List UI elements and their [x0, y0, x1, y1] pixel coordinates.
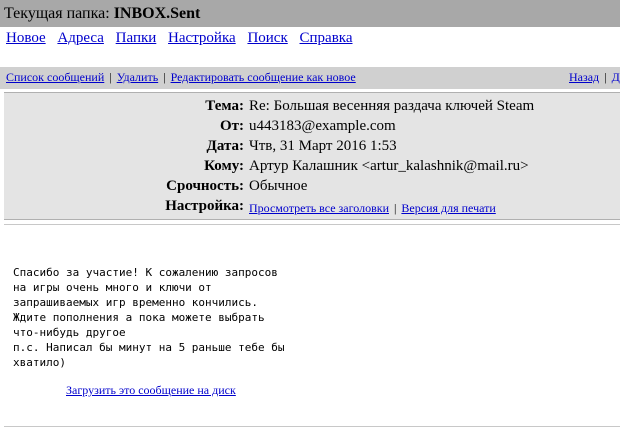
options-links: [249, 201, 496, 216]
date-label: Дата:: [206, 138, 244, 154]
current-folder-text: [4, 5, 200, 23]
view-all-headers-link[interactable]: Просмотреть все заголовки: [249, 201, 389, 215]
menu-options-link[interactable]: Настройка: [168, 30, 236, 46]
header-row-priority: [4, 178, 620, 198]
message-paging: [569, 70, 620, 85]
delete-link[interactable]: Удалить: [116, 70, 159, 84]
to-label: Кому:: [204, 158, 244, 174]
menu-help-link[interactable]: Справка: [299, 30, 353, 46]
separator: |: [394, 201, 397, 215]
date-value: Чтв, 31 Март 2016 1:53: [249, 138, 397, 154]
message-body: Спасибо за участие! К сожалению запросов на игры очень много и ключи от запрашиваемых игр временно кончились. Ждите пополнения а пока можете выбрать что-нибудь другое п.с. Написал бы минут на 5 раньше тебе бы хватило): [13, 266, 285, 369]
priority-label: Срочность:: [166, 178, 244, 194]
next-message-link[interactable]: Д: [611, 70, 620, 84]
menu-new-link[interactable]: Новое: [6, 30, 46, 46]
header-row-date: [4, 138, 620, 158]
main-menu: [6, 30, 361, 47]
to-value: Артур Калашник <artur_kalashnik@mail.ru>: [249, 158, 529, 174]
divider: [4, 426, 620, 427]
priority-value: Обычное: [249, 178, 308, 194]
download-message-link[interactable]: Загрузить это сообщение на диск: [66, 383, 236, 397]
separator: |: [109, 70, 112, 84]
menu-addresses-link[interactable]: Адреса: [57, 30, 104, 46]
header-row-from: [4, 118, 620, 138]
subject-label: Тема:: [205, 98, 244, 114]
header-row-subject: [4, 98, 620, 118]
header-row-to: [4, 158, 620, 178]
from-value: u443183@example.com: [249, 118, 396, 134]
message-nav-bar: [0, 67, 620, 89]
separator: |: [604, 70, 607, 84]
current-folder-label: Текущая папка:: [4, 5, 110, 22]
message-list-link[interactable]: Список сообщений: [6, 70, 105, 84]
separator: |: [163, 70, 166, 84]
message-actions: [6, 70, 356, 85]
options-label: Настройка:: [165, 198, 244, 214]
divider: [4, 224, 620, 225]
message-headers: [4, 92, 620, 220]
header-row-options: [4, 198, 620, 218]
previous-message-link[interactable]: Назад: [569, 70, 600, 84]
from-label: От:: [219, 118, 244, 134]
current-folder-bar: [0, 0, 620, 27]
current-folder-name: INBOX.Sent: [113, 5, 201, 22]
print-version-link[interactable]: Версия для печати: [401, 201, 496, 215]
edit-as-new-link[interactable]: Редактировать сообщение как новое: [170, 70, 356, 84]
menu-folders-link[interactable]: Папки: [115, 30, 157, 46]
menu-search-link[interactable]: Поиск: [247, 30, 288, 46]
subject-value: Re: Большая весенняя раздача ключей Steam: [249, 98, 535, 114]
